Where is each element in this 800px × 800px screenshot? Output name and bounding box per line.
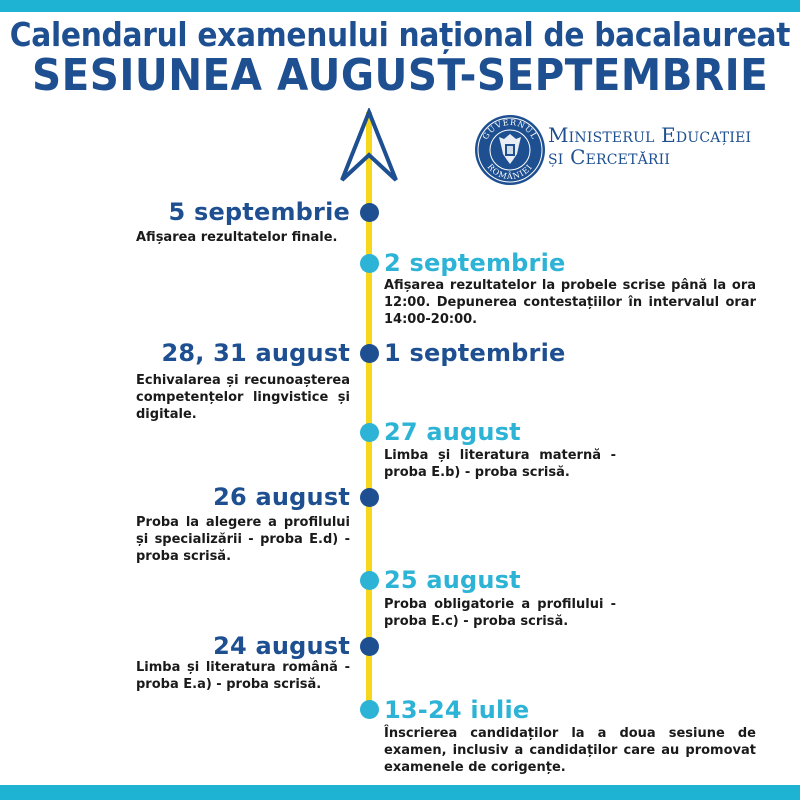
ministry-name-line2: și Cercetării: [548, 145, 671, 169]
event-description: Proba la alegere a profilului și specializării - proba E.d) - proba scrisă.: [136, 515, 350, 564]
event-date: 1 septembrie: [384, 339, 566, 367]
event-description: Echivalarea și recunoașterea competențelor lingvistice și digitale.: [136, 373, 350, 422]
timeline-dot: [360, 700, 379, 719]
timeline-dot: [360, 344, 379, 363]
event-date: 28, 31 august: [161, 339, 350, 367]
timeline-dot: [360, 571, 379, 590]
event-date: 25 august: [384, 566, 521, 594]
event-description: Înscrierea candidaților la a doua sesiune de examen, inclusiv a candidaților care au promovat examenele de corigențe.: [384, 726, 756, 775]
timeline-line: [366, 112, 372, 708]
event-date: 5 septembrie: [168, 198, 350, 226]
top-band: [0, 0, 800, 12]
event-date: 2 septembrie: [384, 249, 566, 277]
event-description: Afișarea rezultatelor la probele scrise până la ora 12:00. Depunerea contestațiilor în intervalul orar 14:00-20:00.: [384, 278, 756, 327]
event-description: Afișarea rezultatelor finale.: [136, 230, 338, 245]
timeline-dot: [360, 254, 379, 273]
event-description: Proba obligatorie a profilului - proba E.c) - proba scrisă.: [384, 597, 616, 629]
event-description: Limba și literatura maternă - proba E.b) - proba scrisă.: [384, 448, 616, 480]
event-date: 27 august: [384, 418, 521, 446]
event-date: 24 august: [213, 632, 350, 660]
event-date: 26 august: [213, 483, 350, 511]
timeline-dot: [360, 637, 379, 656]
ministry-name: [548, 124, 751, 168]
government-seal-icon: [474, 114, 546, 186]
timeline-dot: [360, 423, 379, 442]
page-title: Calendarul examenului național de bacalaureat: [9, 15, 791, 54]
arrow-up-icon: [338, 108, 402, 184]
bottom-band: [0, 785, 800, 800]
ministry-name-line1: Ministerul Educației: [548, 123, 752, 147]
timeline-dot: [360, 488, 379, 507]
page-subtitle: SESIUNEA AUGUST-SEPTEMBRIE: [32, 50, 769, 101]
svg-text:ROMÂNIEI: ROMÂNIEI: [485, 162, 535, 182]
svg-text:GUVERNUL: GUVERNUL: [480, 117, 540, 142]
event-description: Limba și literatura română - proba E.a) - proba scrisă.: [136, 660, 350, 692]
event-date: 13-24 iulie: [384, 696, 530, 724]
timeline-dot: [360, 203, 379, 222]
